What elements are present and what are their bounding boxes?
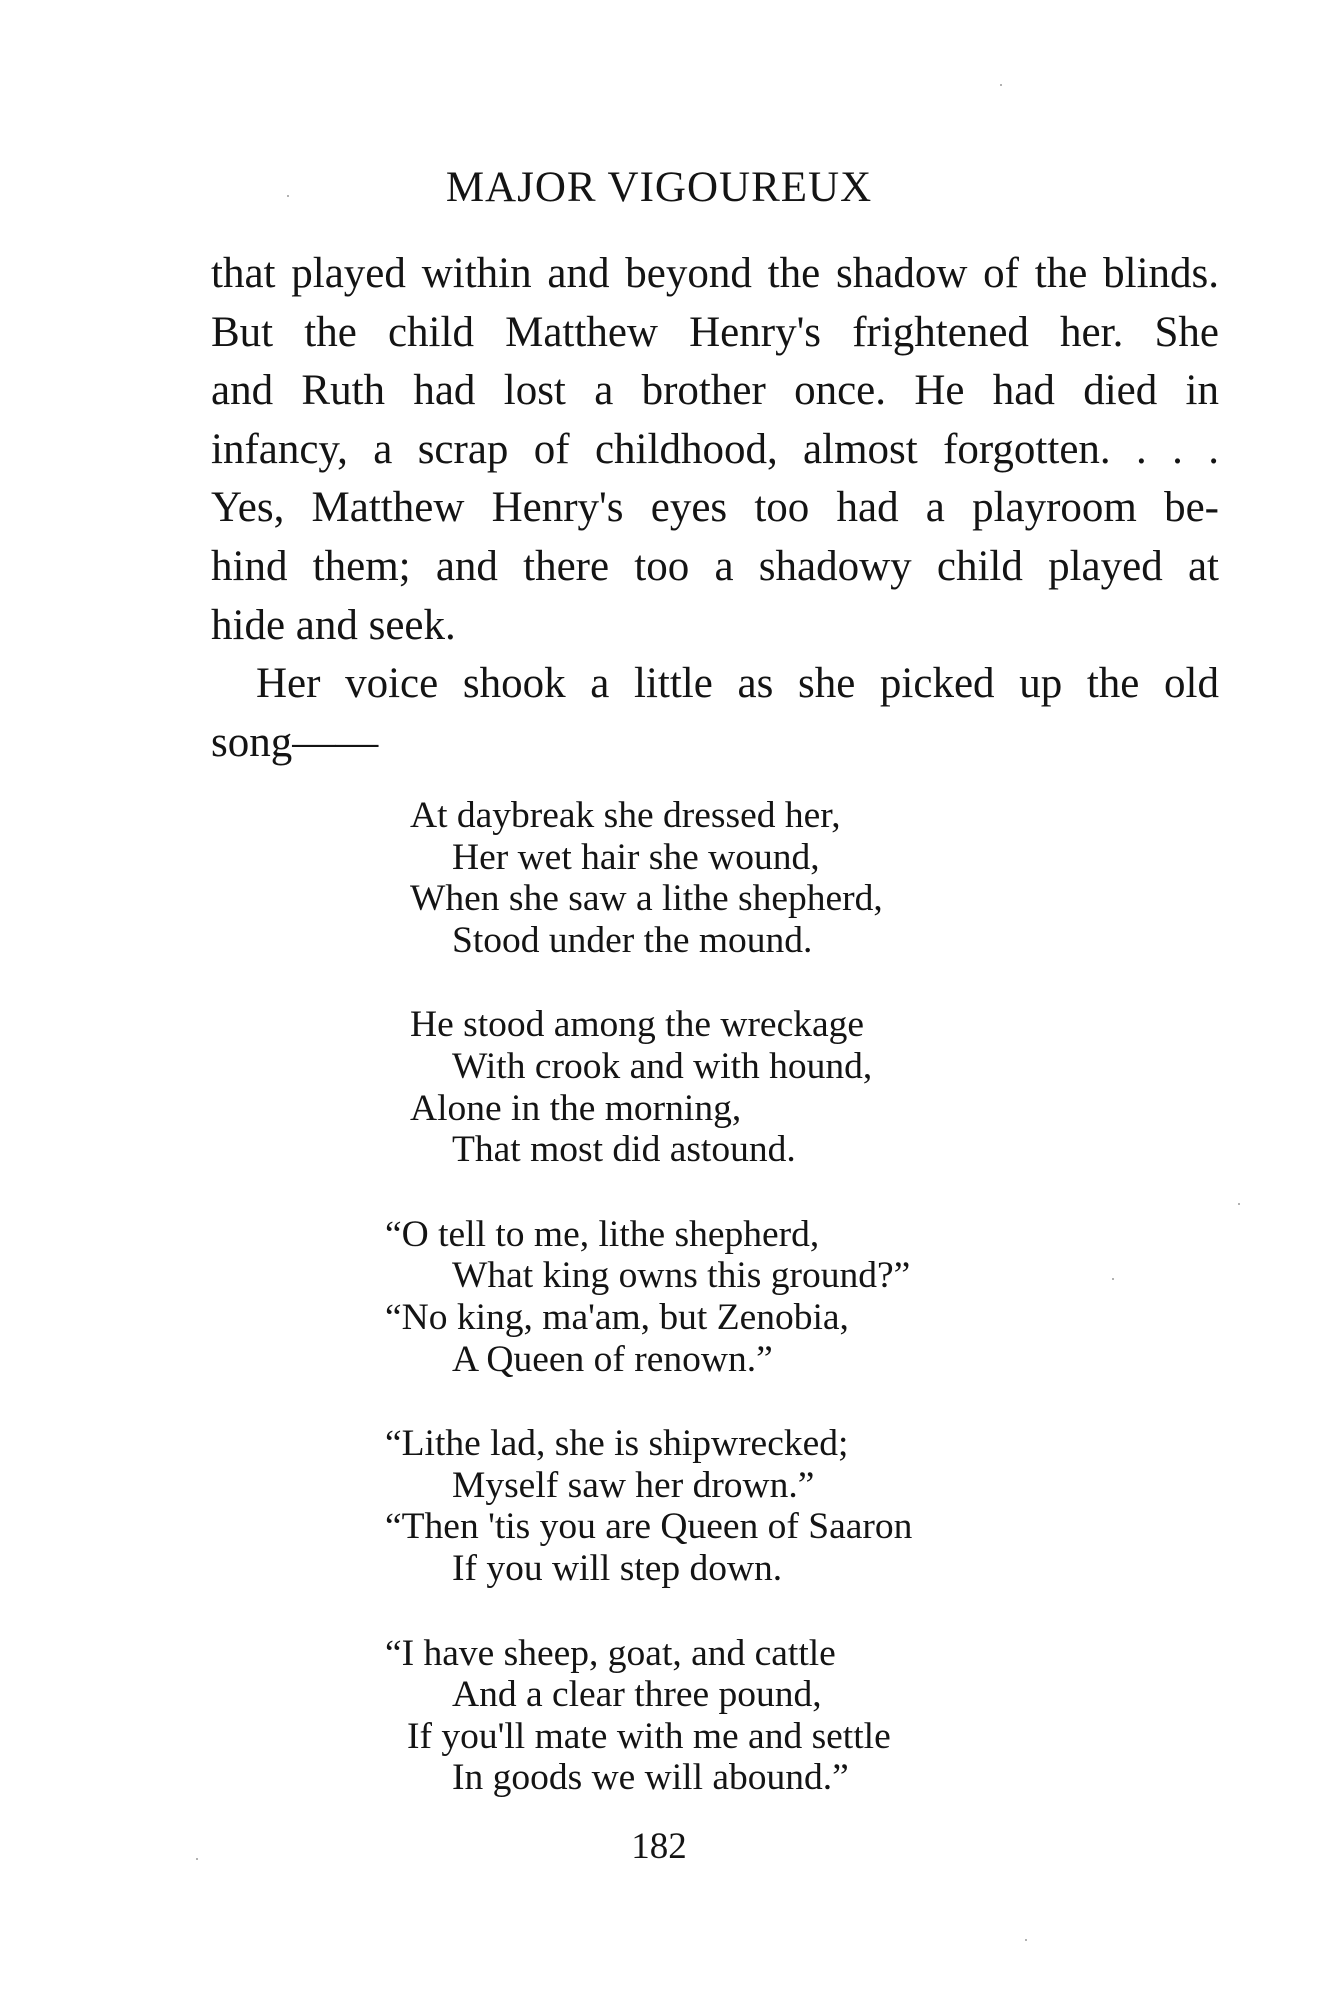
stanza-5 bbox=[385, 1633, 912, 1799]
verse-line: “Then 'tis you are Queen of Saaron bbox=[385, 1506, 913, 1548]
verse-line: Her wet hair she wound, bbox=[452, 836, 820, 878]
stanza-3 bbox=[385, 1214, 912, 1380]
verse-line: Stood under the mound. bbox=[452, 919, 813, 961]
verse-line: “No king, ma'am, but Zenobia, bbox=[385, 1296, 849, 1338]
prose-line: hide and seek. bbox=[211, 601, 456, 649]
prose-line: and Ruth had lost a brother once. He had died in bbox=[211, 367, 1219, 415]
verse-line: When she saw a lithe shepherd, bbox=[410, 878, 883, 920]
paper-speck bbox=[1238, 1203, 1240, 1205]
verse-line: Myself saw her drown.” bbox=[452, 1464, 815, 1506]
verse-line: “Lithe lad, she is shipwrecked; bbox=[385, 1423, 849, 1465]
prose-line: infancy, a scrap of childhood, almost forgotten. . . . bbox=[211, 425, 1219, 473]
page-number: 182 bbox=[631, 1826, 687, 1867]
paper-speck bbox=[1000, 84, 1002, 86]
prose-line: that played within and beyond the shadow of the blinds. bbox=[211, 250, 1219, 297]
prose-line: song—— bbox=[211, 718, 379, 766]
verse-line: What king owns this ground?” bbox=[452, 1255, 911, 1297]
paper-speck bbox=[1025, 1939, 1027, 1941]
prose-line: hind them; and there too a shadowy child played at bbox=[211, 542, 1219, 590]
prose-line: Her voice shook a little as she picked up the old bbox=[256, 660, 1219, 708]
verse-line: Alone in the morning, bbox=[410, 1087, 742, 1129]
verse-line: “O tell to me, lithe shepherd, bbox=[385, 1213, 820, 1255]
song-verse bbox=[385, 795, 912, 1842]
verse-line: If you will step down. bbox=[452, 1547, 783, 1589]
verse-line: And a clear three pound, bbox=[452, 1674, 822, 1716]
stanza-4 bbox=[385, 1423, 912, 1589]
paper-speck bbox=[196, 1858, 198, 1860]
verse-line: With crook and with hound, bbox=[452, 1045, 873, 1087]
verse-line: He stood among the wreckage bbox=[410, 1004, 865, 1046]
stanza-2 bbox=[385, 1004, 912, 1170]
verse-line: At daybreak she dressed her, bbox=[410, 795, 841, 836]
paper-speck bbox=[287, 195, 289, 197]
verse-line: If you'll mate with me and settle bbox=[407, 1715, 891, 1757]
prose-line: Yes, Matthew Henry's eyes too had a playroom be- bbox=[211, 484, 1219, 532]
running-title: MAJOR VIGOUREUX bbox=[445, 164, 873, 211]
verse-line: A Queen of renown.” bbox=[452, 1338, 773, 1380]
verse-line: That most did astound. bbox=[452, 1129, 796, 1171]
verse-line: In goods we will abound.” bbox=[452, 1757, 849, 1799]
prose-body bbox=[211, 245, 1219, 772]
verse-line: “I have sheep, goat, and cattle bbox=[385, 1632, 836, 1674]
paper-speck bbox=[1112, 1278, 1114, 1280]
stanza-1 bbox=[385, 795, 912, 961]
prose-line: But the child Matthew Henry's frightened her. She bbox=[211, 308, 1219, 356]
